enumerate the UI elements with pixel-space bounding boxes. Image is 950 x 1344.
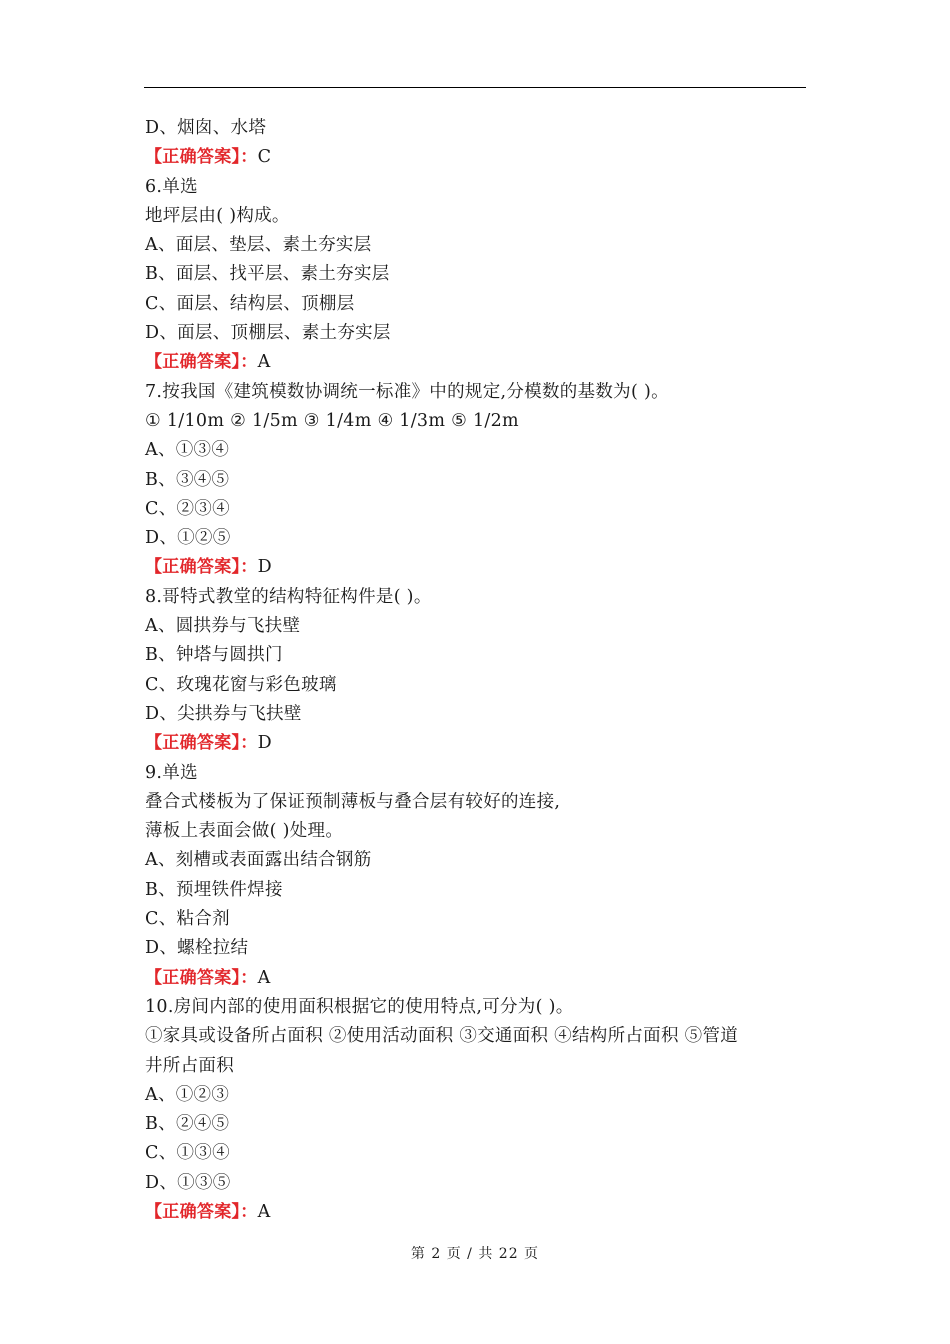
text-line: 7.按我国《建筑模数协调统一标准》中的规定,分模数的基数为( )。 xyxy=(145,381,669,402)
text-line: D、烟囱、水塔 xyxy=(145,118,267,138)
text-line: 9.单选 xyxy=(145,762,198,783)
text-line: B、②④⑤ xyxy=(145,1114,230,1135)
text-line: 8.哥特式教堂的结构特征构件是( )。 xyxy=(145,586,432,607)
header-rule xyxy=(144,87,806,88)
text-line: ①家具或设备所占面积 ②使用活动面积 ③交通面积 ④结构所占面积 ⑤管道 xyxy=(145,1026,739,1047)
text-line: 10.房间内部的使用面积根据它的使用特点,可分为( )。 xyxy=(145,996,574,1017)
answer-line xyxy=(145,1198,805,1227)
answer-label: 【正确答案】： xyxy=(145,1201,258,1222)
text-line: 薄板上表面会做( )处理。 xyxy=(145,821,344,842)
answer-label: 【正确答案】： xyxy=(145,352,258,373)
text-line: B、③④⑤ xyxy=(145,469,230,490)
answer-line xyxy=(145,964,805,993)
answer-line xyxy=(145,729,805,758)
answer-line xyxy=(145,143,805,172)
answer-line xyxy=(145,553,805,582)
text-line: 地坪层由( )构成。 xyxy=(145,205,290,226)
document-body xyxy=(145,114,805,1227)
text-line: A、①③④ xyxy=(145,440,230,461)
text-line: C、②③④ xyxy=(145,498,230,519)
text-line: ① 1/10m ② 1/5m ③ 1/4m ④ 1/3m ⑤ 1/2m xyxy=(145,410,519,431)
text-line: C、①③④ xyxy=(145,1143,230,1164)
answer-label: 【正确答案】： xyxy=(145,557,258,578)
answer-value: A xyxy=(257,967,271,988)
text-line: 叠合式楼板为了保证预制薄板与叠合层有较好的连接, xyxy=(145,791,561,812)
text-line: D、①③⑤ xyxy=(145,1172,231,1193)
answer-value: D xyxy=(257,733,272,754)
answer-line xyxy=(145,348,805,377)
text-line: D、螺栓拉结 xyxy=(145,938,249,959)
answer-value: A xyxy=(257,352,271,373)
text-line: 6.单选 xyxy=(145,176,198,197)
page-footer: 第 2 页 / 共 22 页 xyxy=(410,1246,540,1262)
text-line: C、玫瑰花窗与彩色玻璃 xyxy=(145,674,337,695)
text-line: B、面层、找平层、素土夯实层 xyxy=(145,264,390,285)
text-line: D、尖拱券与飞扶壁 xyxy=(145,703,302,724)
text-line: 井所占面积 xyxy=(145,1055,234,1076)
text-line: A、刻槽或表面露出结合钢筋 xyxy=(145,850,372,871)
text-line: D、面层、顶棚层、素土夯实层 xyxy=(145,323,391,344)
answer-value: C xyxy=(257,147,272,168)
text-line: C、粘合剂 xyxy=(145,909,230,930)
text-line: A、①②③ xyxy=(145,1084,230,1105)
text-line: A、圆拱券与飞扶壁 xyxy=(145,616,301,637)
text-line: D、①②⑤ xyxy=(145,528,231,549)
text-line: B、预埋铁件焊接 xyxy=(145,879,283,900)
text-line: A、面层、垫层、素土夯实层 xyxy=(145,235,372,256)
answer-label: 【正确答案】： xyxy=(145,147,258,168)
answer-label: 【正确答案】： xyxy=(145,733,258,754)
answer-label: 【正确答案】： xyxy=(145,967,258,988)
answer-value: A xyxy=(257,1201,271,1222)
text-line: B、钟塔与圆拱门 xyxy=(145,645,283,666)
answer-value: D xyxy=(257,557,272,578)
text-line: C、面层、结构层、顶棚层 xyxy=(145,293,355,314)
